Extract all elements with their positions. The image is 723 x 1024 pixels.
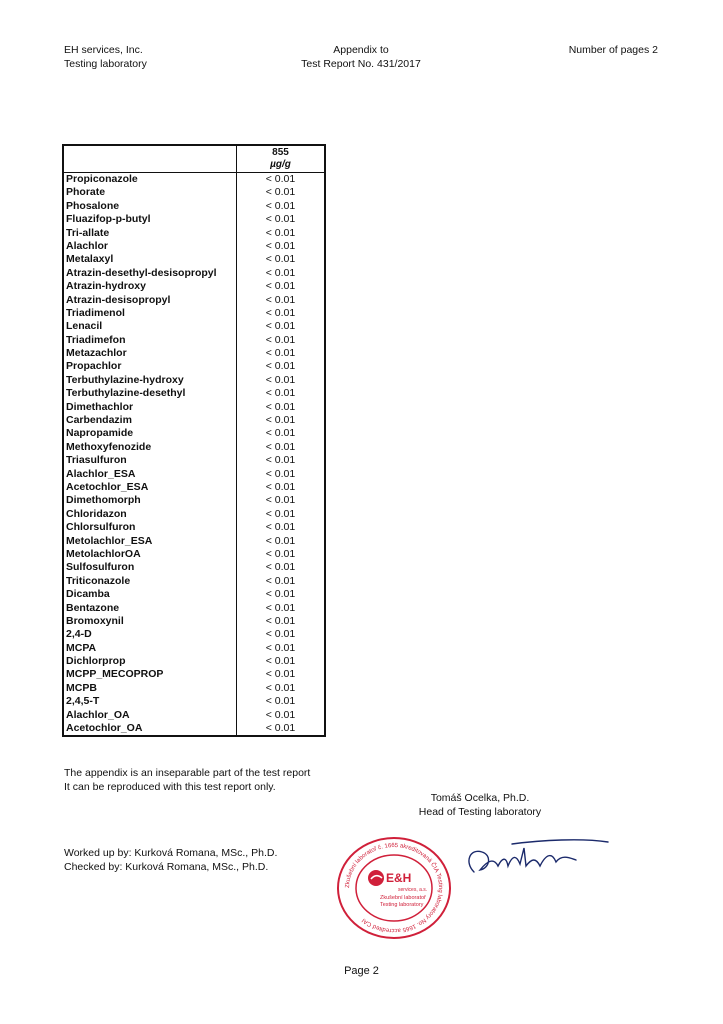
compound-name: Chlorsulfuron bbox=[66, 521, 136, 534]
table-row bbox=[64, 307, 324, 320]
compound-value: < 0.01 bbox=[236, 253, 324, 266]
lab-name: Testing laboratory bbox=[64, 57, 147, 70]
compound-value: < 0.01 bbox=[236, 454, 324, 467]
compound-name: Lenacil bbox=[66, 320, 103, 333]
stamp-ring-text: Zkušební laboratoř č. 1665 akreditovaná ČIA Testing laboratory No. 1665 accredited CAI bbox=[344, 842, 444, 934]
compound-name: Methoxyfenozide bbox=[66, 440, 152, 453]
table-row bbox=[64, 387, 324, 400]
compound-value: < 0.01 bbox=[236, 294, 324, 307]
compound-name: Phorate bbox=[66, 186, 106, 199]
table-row bbox=[64, 695, 324, 708]
compound-value: < 0.01 bbox=[236, 200, 324, 213]
appendix-note bbox=[64, 766, 310, 794]
compound-value: < 0.01 bbox=[236, 628, 324, 641]
table-row bbox=[64, 427, 324, 440]
compound-name: Triticonazole bbox=[66, 574, 131, 587]
compound-value: < 0.01 bbox=[236, 709, 324, 722]
table-row bbox=[64, 253, 324, 266]
compound-value: < 0.01 bbox=[236, 655, 324, 668]
compound-name: Triadimenol bbox=[66, 306, 125, 319]
compound-name: Metazachlor bbox=[66, 347, 127, 360]
results-table bbox=[62, 144, 326, 737]
compound-value: < 0.01 bbox=[236, 588, 324, 601]
compound-value: < 0.01 bbox=[236, 267, 324, 280]
table-row bbox=[64, 280, 324, 293]
compound-name: Atrazin-hydroxy bbox=[66, 280, 146, 293]
table-row bbox=[64, 575, 324, 588]
table-row bbox=[64, 642, 324, 655]
compound-name: Tri-allate bbox=[66, 226, 110, 239]
table-row bbox=[64, 508, 324, 521]
company-name: EH services, Inc. bbox=[64, 44, 143, 56]
compound-name: Phosalone bbox=[66, 199, 120, 212]
compound-value: < 0.01 bbox=[236, 575, 324, 588]
compound-value: < 0.01 bbox=[236, 615, 324, 628]
table-row bbox=[64, 320, 324, 333]
table-row bbox=[64, 240, 324, 253]
stamp-line-2: Zkušební laboratoř bbox=[380, 895, 426, 901]
compound-name: Dichlorprop bbox=[66, 655, 126, 668]
header-left bbox=[64, 44, 147, 71]
compound-value: < 0.01 bbox=[236, 494, 324, 507]
compound-name: Bromoxynil bbox=[66, 614, 124, 627]
compound-name: Bentazone bbox=[66, 601, 120, 614]
table-row bbox=[64, 347, 324, 360]
credits-block bbox=[64, 846, 277, 874]
compound-name: Dimethachlor bbox=[66, 400, 134, 413]
table-header bbox=[64, 146, 324, 173]
compound-name: Atrazin-desisopropyl bbox=[66, 293, 171, 306]
compound-value: < 0.01 bbox=[236, 240, 324, 253]
compound-name: MCPP_MECOPROP bbox=[66, 668, 164, 681]
table-row bbox=[64, 454, 324, 467]
compound-value: < 0.01 bbox=[236, 548, 324, 561]
table-row bbox=[64, 186, 324, 199]
compound-name: Atrazin-desethyl-desisopropyl bbox=[66, 266, 217, 279]
compound-name: MCPB bbox=[66, 681, 97, 694]
compound-value: < 0.01 bbox=[236, 320, 324, 333]
compound-name: Metolachlor_ESA bbox=[66, 534, 153, 547]
table-row bbox=[64, 709, 324, 722]
unit-label: µg/g bbox=[270, 159, 291, 170]
table-row bbox=[64, 200, 324, 213]
table-row bbox=[64, 481, 324, 494]
compound-name: Metalaxyl bbox=[66, 253, 114, 266]
compound-value: < 0.01 bbox=[236, 602, 324, 615]
sample-id: 855 bbox=[272, 147, 289, 158]
table-row bbox=[64, 722, 324, 735]
compound-name: Terbuthylazine-hydroxy bbox=[66, 373, 184, 386]
compound-name: Acetochlor_OA bbox=[66, 722, 143, 735]
table-row bbox=[64, 227, 324, 240]
table-row bbox=[64, 267, 324, 280]
table-row bbox=[64, 602, 324, 615]
worked-up-by: Worked up by: Kurková Romana, MSc., Ph.D. bbox=[64, 847, 278, 859]
compound-value: < 0.01 bbox=[236, 695, 324, 708]
compound-name: Fluazifop-p-butyl bbox=[66, 213, 151, 226]
page-count: Number of pages 2 bbox=[568, 44, 658, 56]
table-row bbox=[64, 615, 324, 628]
note-line-1: The appendix is an inseparable part of the test report bbox=[64, 767, 311, 779]
signatory-title: Head of Testing laboratory bbox=[418, 806, 542, 818]
compound-name: Triasulfuron bbox=[66, 454, 127, 467]
compound-name: Propachlor bbox=[66, 360, 122, 373]
note-line-2: It can be reproduced with this test report only. bbox=[64, 781, 276, 793]
header-center bbox=[250, 44, 472, 71]
compound-value: < 0.01 bbox=[236, 360, 324, 373]
stamp-line-1: services, a.s. bbox=[398, 887, 428, 893]
table-row bbox=[64, 468, 324, 481]
compound-name: Triadimefon bbox=[66, 333, 126, 346]
compound-value: < 0.01 bbox=[236, 668, 324, 681]
table-row bbox=[64, 334, 324, 347]
compound-name: Chloridazon bbox=[66, 507, 127, 520]
compound-value: < 0.01 bbox=[236, 682, 324, 695]
compound-value: < 0.01 bbox=[236, 642, 324, 655]
compound-name: 2,4,5-T bbox=[66, 695, 100, 708]
appendix-label: Appendix to bbox=[333, 44, 389, 56]
page-number: Page 2 bbox=[344, 965, 379, 977]
compound-name: Propiconazole bbox=[66, 173, 138, 185]
compound-value: < 0.01 bbox=[236, 508, 324, 521]
compound-value: < 0.01 bbox=[236, 280, 324, 293]
compound-value: < 0.01 bbox=[236, 441, 324, 454]
compound-value: < 0.01 bbox=[236, 186, 324, 199]
table-row bbox=[64, 441, 324, 454]
table-row bbox=[64, 655, 324, 668]
table-body bbox=[64, 173, 324, 735]
lab-stamp-seal bbox=[336, 836, 452, 940]
checked-by: Checked by: Kurková Romana, MSc., Ph.D. bbox=[64, 861, 269, 873]
table-row bbox=[64, 561, 324, 574]
compound-name: Napropamide bbox=[66, 427, 134, 440]
compound-value: < 0.01 bbox=[236, 334, 324, 347]
compound-value: < 0.01 bbox=[236, 561, 324, 574]
compound-value: < 0.01 bbox=[236, 521, 324, 534]
table-row bbox=[64, 414, 324, 427]
compound-name: MCPA bbox=[66, 641, 97, 654]
signatory-name: Tomáš Ocelka, Ph.D. bbox=[430, 792, 530, 804]
compound-name: Alachlor_OA bbox=[66, 708, 130, 721]
table-row bbox=[64, 535, 324, 548]
table-row bbox=[64, 401, 324, 414]
table-row bbox=[64, 588, 324, 601]
compound-value: < 0.01 bbox=[236, 414, 324, 427]
compound-name: Carbendazim bbox=[66, 414, 132, 427]
signatory-block bbox=[380, 791, 580, 819]
stamp-line-3: Testing laboratory bbox=[380, 902, 424, 908]
compound-value: < 0.01 bbox=[236, 173, 324, 186]
compound-value: < 0.01 bbox=[236, 481, 324, 494]
table-row bbox=[64, 213, 324, 226]
header-name-cell bbox=[64, 146, 236, 172]
header-right bbox=[569, 44, 658, 58]
compound-name: 2,4-D bbox=[66, 628, 92, 641]
compound-name: Terbuthylazine-desethyl bbox=[66, 387, 186, 400]
table-row bbox=[64, 374, 324, 387]
compound-value: < 0.01 bbox=[236, 227, 324, 240]
compound-value: < 0.01 bbox=[236, 374, 324, 387]
compound-value: < 0.01 bbox=[236, 427, 324, 440]
table-row bbox=[64, 682, 324, 695]
stamp-brand: E&H bbox=[386, 871, 412, 885]
compound-name: Sulfosulfuron bbox=[66, 561, 135, 574]
report-number: Test Report No. 431/2017 bbox=[301, 57, 421, 70]
compound-name: MetolachlorOA bbox=[66, 547, 141, 560]
compound-name: Dicamba bbox=[66, 588, 110, 601]
table-row bbox=[64, 668, 324, 681]
compound-value: < 0.01 bbox=[236, 307, 324, 320]
handwritten-signature bbox=[462, 836, 612, 886]
table-row bbox=[64, 173, 324, 186]
compound-value: < 0.01 bbox=[236, 535, 324, 548]
compound-value: < 0.01 bbox=[236, 347, 324, 360]
compound-value: < 0.01 bbox=[236, 387, 324, 400]
table-row bbox=[64, 494, 324, 507]
compound-value: < 0.01 bbox=[236, 722, 324, 735]
header-value-cell bbox=[236, 146, 324, 172]
compound-value: < 0.01 bbox=[236, 401, 324, 414]
compound-value: < 0.01 bbox=[236, 213, 324, 226]
table-row bbox=[64, 294, 324, 307]
table-row bbox=[64, 548, 324, 561]
compound-value: < 0.01 bbox=[236, 468, 324, 481]
compound-name: Dimethomorph bbox=[66, 494, 141, 507]
compound-name: Acetochlor_ESA bbox=[66, 480, 149, 493]
table-row bbox=[64, 360, 324, 373]
table-row bbox=[64, 628, 324, 641]
table-row bbox=[64, 521, 324, 534]
compound-name: Alachlor bbox=[66, 239, 109, 252]
compound-name: Alachlor_ESA bbox=[66, 467, 136, 480]
